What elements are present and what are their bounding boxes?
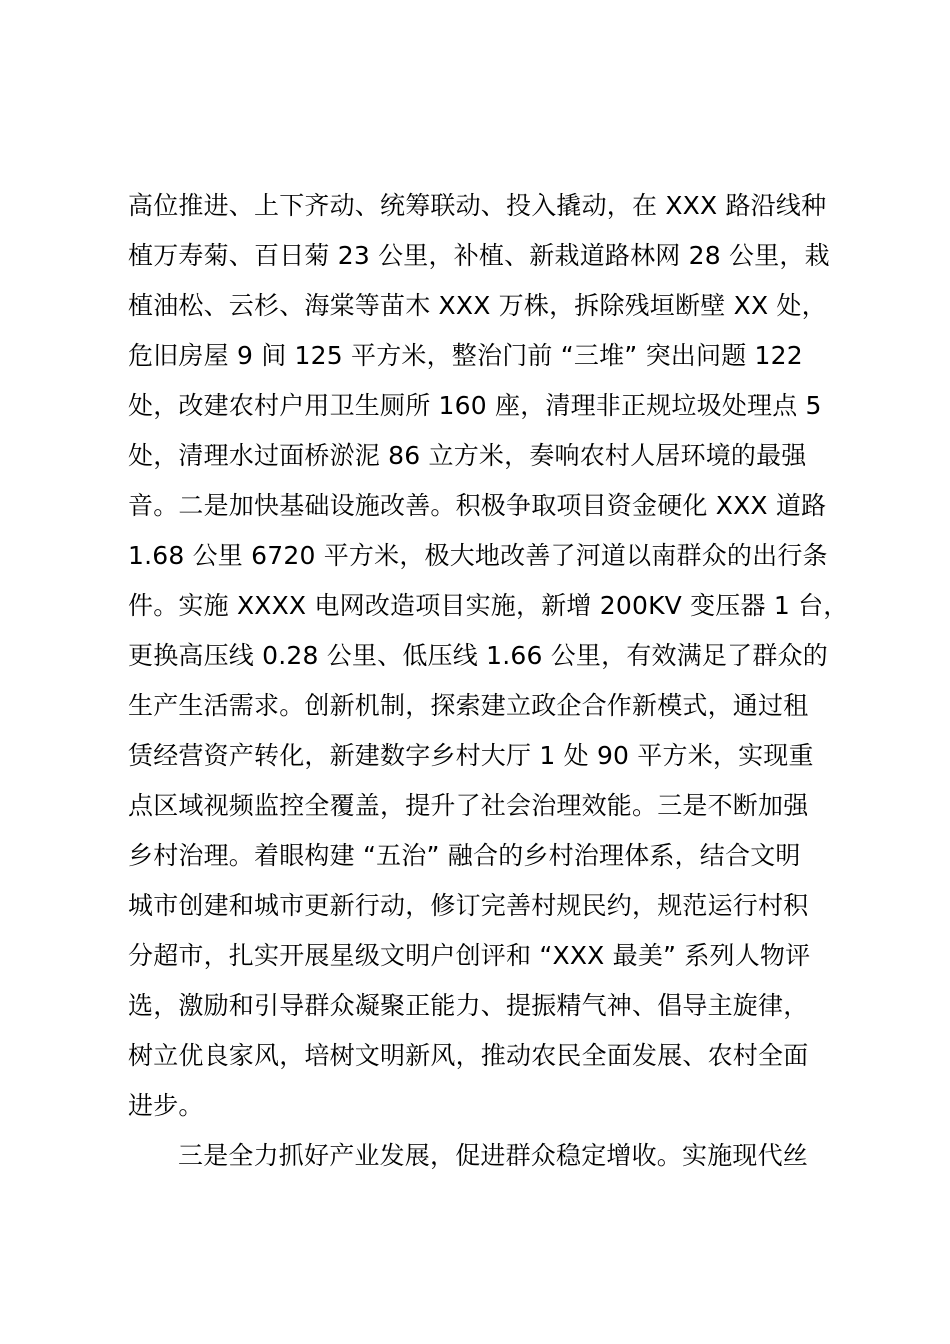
text-line-4: 危旧房屋 9 间 125 平方米，整治门前 “三堆” 突出问题 122 bbox=[128, 341, 803, 370]
text-line-10: 更换高压线 0.28 公里、低压线 1.66 公里，有效满足了群众的 bbox=[128, 641, 828, 670]
text-line-2: 植万寿菊、百日菊 23 公里，补植、新栽道路林网 28 公里，栽 bbox=[128, 241, 830, 270]
text-line-6: 处，清理水过面桥淤泥 86 立方米，奏响农村人居环境的最强 bbox=[128, 441, 807, 470]
text-line-14: 乡村治理。着眼构建 “五治” 融合的乡村治理体系，结合文明 bbox=[128, 841, 801, 870]
text-line-17: 选，激励和引导群众凝聚正能力、提振精气神、倡导主旋律， bbox=[128, 991, 809, 1020]
text-line-11: 生产生活需求。创新机制，探索建立政企合作新模式，通过租 bbox=[128, 691, 809, 720]
text-line-19: 进步。 bbox=[128, 1091, 204, 1120]
text-line-12: 赁经营资产转化，新建数字乡村大厅 1 处 90 平方米，实现重 bbox=[128, 741, 814, 770]
text-line-7: 音。二是加快基础设施改善。积极争取项目资金硬化 XXX 道路 bbox=[128, 491, 827, 520]
text-line-9: 件。实施 XXXX 电网改造项目实施，新增 200KV 变压器 1 台， bbox=[128, 591, 849, 620]
next-paragraph-first-line: 三是全力抓好产业发展，促进群众稳定增收。实施现代丝 bbox=[178, 1141, 809, 1170]
text-line-18: 树立优良家风，培树文明新风，推动农民全面发展、农村全面 bbox=[128, 1041, 809, 1070]
text-line-8: 1.68 公里 6720 平方米，极大地改善了河道以南群众的出行条 bbox=[128, 541, 828, 570]
text-line-1: 高位推进、上下齐动、统筹联动、投入撬动，在 XXX 路沿线种 bbox=[128, 191, 827, 220]
text-line-5: 处，改建农村户用卫生厕所 160 座，清理非正规垃圾处理点 5 bbox=[128, 391, 822, 420]
text-line-15: 城市创建和城市更新行动，修订完善村规民约，规范运行村积 bbox=[128, 891, 809, 920]
text-line-3: 植油松、云杉、海棠等苗木 XXX 万株，拆除残垣断壁 XX 处， bbox=[128, 291, 827, 320]
text-line-13: 点区域视频监控全覆盖，提升了社会治理效能。三是不断加强 bbox=[128, 791, 809, 820]
text-line-16: 分超市，扎实开展星级文明户创评和 “XXX 最美” 系列人物评 bbox=[128, 941, 811, 970]
body-text bbox=[128, 181, 868, 1181]
